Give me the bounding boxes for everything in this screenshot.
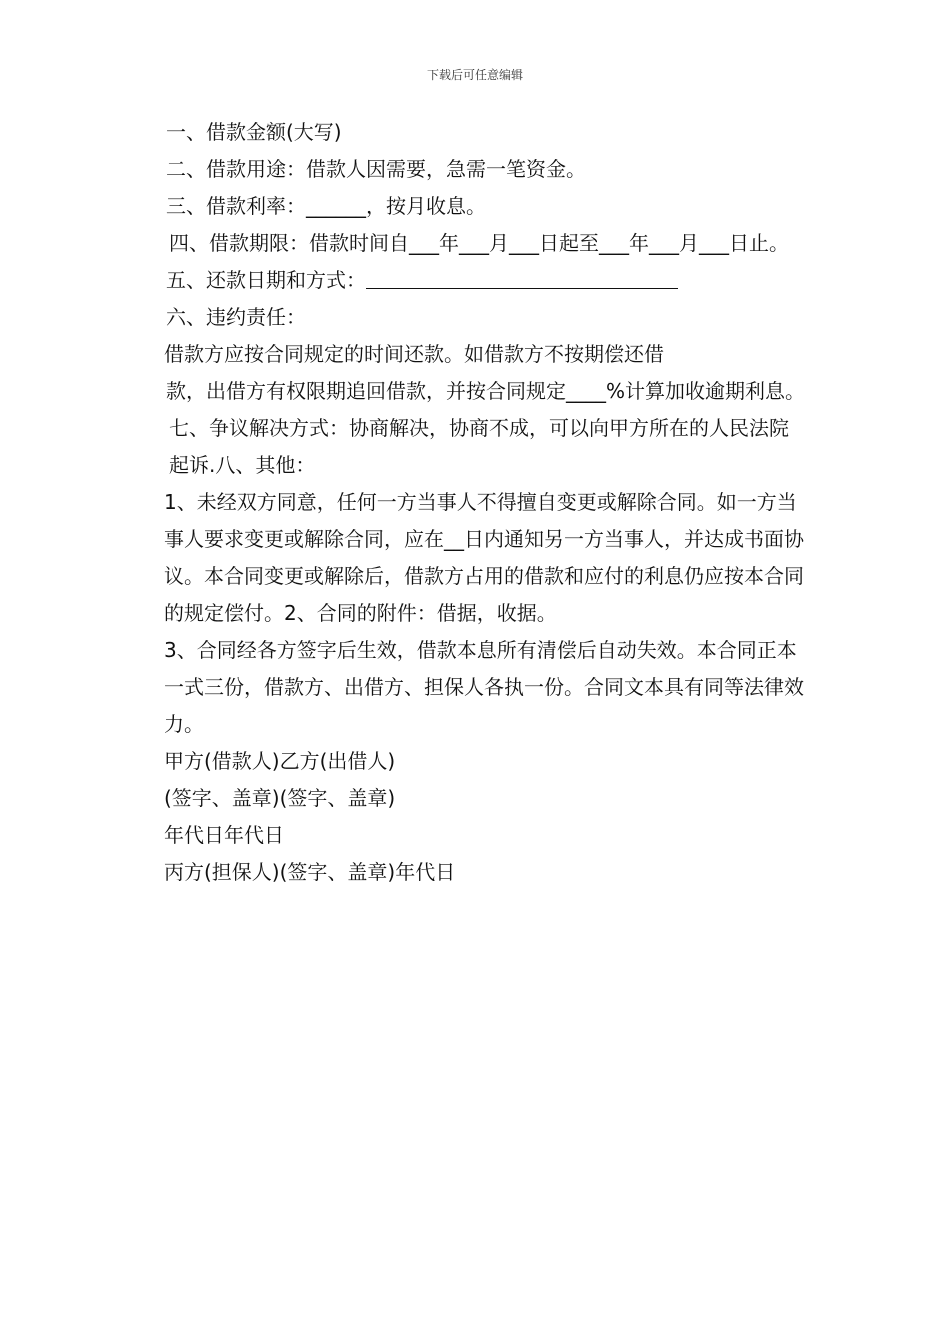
clause-default-text-2: 款，出借方有权限期追回借款，并按合同规定____%计算加收逾期利息。: [166, 379, 806, 403]
repayment-blank-line: [366, 268, 678, 289]
clause-repayment: [146, 262, 808, 299]
clause-default-liability: 六、违约责任：: [166, 305, 306, 329]
clause-repayment-label: 五、还款日期和方式：: [166, 268, 366, 292]
signature-ab-line: (签字、盖章)(签字、盖章): [164, 786, 396, 810]
clause-interest-rate: 三、借款利率：______，按月收息。: [166, 194, 486, 218]
party-c-line: 丙方(担保人)(签字、盖章)年代日: [164, 860, 456, 884]
page-header-note: 下载后可任意编辑: [426, 68, 523, 82]
clause-other-3: 3、合同经各方签字后生效，借款本息所有清偿后自动失效。本合同正本一式三份，借款方、出借方、担保人各执一份。合同文本具有同等法律效力。: [164, 638, 804, 736]
clause-other-1: 1、未经双方同意，任何一方当事人不得擅自变更或解除合同。如一方当事人要求变更或解除合同，应在__日内通知另一方当事人，并达成书面协议。本合同变更或解除后，借款方占用的借款和应付的利息仍应按本合同的规定偿付。2、合同的附件：借据，收据。: [164, 490, 804, 625]
clause-dispute-resolution: 七、争议解决方式：协商解决，协商不成，可以向甲方所在的人民法院起诉.八、其他：: [169, 416, 789, 477]
clause-loan-purpose: 二、借款用途：借款人因需要，急需一笔资金。: [166, 157, 586, 181]
contract-body: [146, 114, 808, 891]
clause-loan-term: 四、借款期限：借款时间自___年___月___日起至___年___月___日止。: [169, 231, 789, 255]
clause-loan-amount: 一、借款金额(大写): [166, 120, 342, 144]
date-ab-line: 年代日年代日: [164, 823, 284, 847]
party-ab-line: 甲方(借款人)乙方(出借人): [164, 749, 396, 773]
clause-default-text-1: 借款方应按合同规定的时间还款。如借款方不按期偿还借: [164, 342, 664, 366]
